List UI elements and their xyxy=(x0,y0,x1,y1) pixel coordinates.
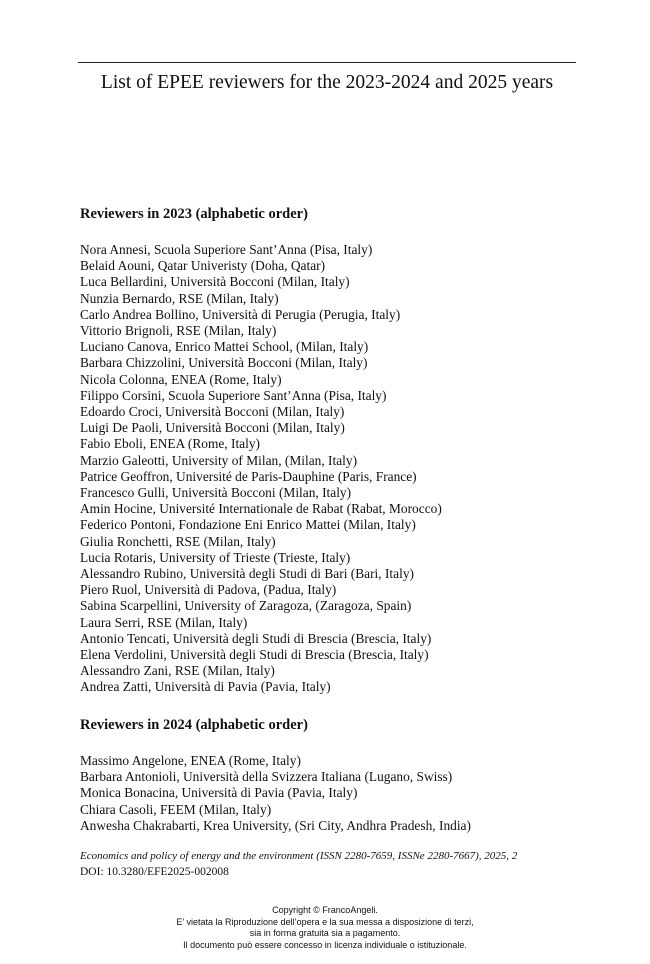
reviewer-entry: Filippo Corsini, Scuola Superiore Sant’Anna (Pisa, Italy) xyxy=(80,387,387,403)
reviewer-entry: Nunzia Bernardo, RSE (Milan, Italy) xyxy=(80,290,279,306)
reviewer-entry: Patrice Geoffron, Université de Paris-Dauphine (Paris, France) xyxy=(80,468,417,484)
reviewer-entry: Alessandro Rubino, Università degli Studi di Bari (Bari, Italy) xyxy=(80,566,414,582)
reviewer-entry: Vittorio Brignoli, RSE (Milan, Italy) xyxy=(80,323,277,339)
reviewer-entry: Luigi De Paoli, Università Bocconi (Milan, Italy) xyxy=(80,420,345,436)
page-title: List of EPEE reviewers for the 2023-2024 and 2025 years xyxy=(100,72,554,93)
reviewer-entry: Laura Serri, RSE (Milan, Italy) xyxy=(80,614,248,630)
reviewer-entry: Alessandro Zani, RSE (Milan, Italy) xyxy=(80,663,275,679)
reviewer-entry: Antonio Tencati, Università degli Studi di Brescia (Brescia, Italy) xyxy=(80,630,432,646)
reviewer-entry: Federico Pontoni, Fondazione Eni Enrico Mattei (Milan, Italy) xyxy=(80,517,416,533)
reviewer-entry: Luca Bellardini, Università Bocconi (Milan, Italy) xyxy=(80,274,350,290)
doi: DOI: 10.3280/EFE2025-002008 xyxy=(80,866,229,878)
reviewer-list-2024 xyxy=(80,753,471,834)
reviewer-entry: Fabio Eboli, ENEA (Rome, Italy) xyxy=(80,436,261,452)
copyright-line: sia in forma gratuita sia a pagamento. xyxy=(249,928,401,938)
copyright-line: Il documento può essere concesso in licenza individuale o istituzionale. xyxy=(183,939,467,950)
reviewer-entry: Sabina Scarpellini, University of Zaragoza, (Zaragoza, Spain) xyxy=(80,598,412,614)
reviewer-entry: Piero Ruol, Università di Padova, (Padua, Italy) xyxy=(80,582,337,598)
reviewer-entry: Nora Annesi, Scuola Superiore Sant’Anna (Pisa, Italy) xyxy=(80,242,373,257)
reviewer-entry: Andrea Zatti, Università di Pavia (Pavia, Italy) xyxy=(80,679,331,695)
reviewer-entry: Belaid Aouni, Qatar Univeristy (Doha, Qatar) xyxy=(80,258,326,274)
journal-citation: Economics and policy of energy and the environment (ISSN 2280-7659, ISSNe 2280-7667), 2025, 2 xyxy=(80,850,518,862)
reviewer-entry: Luciano Canova, Enrico Mattei School, (Milan, Italy) xyxy=(80,339,369,355)
copyright-line: Copyright © FrancoAngeli. xyxy=(272,905,378,915)
reviewer-entry: Edoardo Croci, Università Bocconi (Milan, Italy) xyxy=(80,404,345,420)
reviewer-entry: Marzio Galeotti, University of Milan, (Milan, Italy) xyxy=(80,452,358,468)
reviewer-entry: Carlo Andrea Bollino, Università di Perugia (Perugia, Italy) xyxy=(80,306,401,322)
reviewer-entry: Anwesha Chakrabarti, Krea University, (Sri City, Andhra Pradesh, India) xyxy=(80,817,471,833)
reviewer-entry: Amin Hocine, Université Internationale de Rabat (Rabat, Morocco) xyxy=(80,501,442,517)
reviewer-entry: Monica Bonacina, Università di Pavia (Pavia, Italy) xyxy=(80,785,358,801)
top-rule xyxy=(78,62,576,63)
reviewer-entry: Massimo Angelone, ENEA (Rome, Italy) xyxy=(80,753,301,768)
section-heading-2023: Reviewers in 2023 (alphabetic order) xyxy=(80,206,308,222)
copyright-line: E’ vietata la Riproduzione dell’opera e la sua messa a disposizione di terzi, xyxy=(176,916,474,927)
reviewer-entry: Barbara Antonioli, Università della Svizzera Italiana (Lugano, Swiss) xyxy=(80,769,453,785)
reviewer-entry: Elena Verdolini, Università degli Studi di Brescia (Brescia, Italy) xyxy=(80,647,429,663)
reviewer-entry: Giulia Ronchetti, RSE (Milan, Italy) xyxy=(80,533,276,549)
reviewer-entry: Lucia Rotaris, University of Trieste (Trieste, Italy) xyxy=(80,549,351,565)
section-heading-2024: Reviewers in 2024 (alphabetic order) xyxy=(80,717,308,733)
reviewer-entry: Nicola Colonna, ENEA (Rome, Italy) xyxy=(80,371,282,387)
reviewer-list-2023 xyxy=(80,242,442,696)
reviewer-entry: Barbara Chizzolini, Università Bocconi (Milan, Italy) xyxy=(80,355,368,371)
reviewer-entry: Chiara Casoli, FEEM (Milan, Italy) xyxy=(80,801,272,817)
reviewer-entry: Francesco Gulli, Università Bocconi (Milan, Italy) xyxy=(80,485,352,501)
copyright-notice xyxy=(0,905,650,951)
